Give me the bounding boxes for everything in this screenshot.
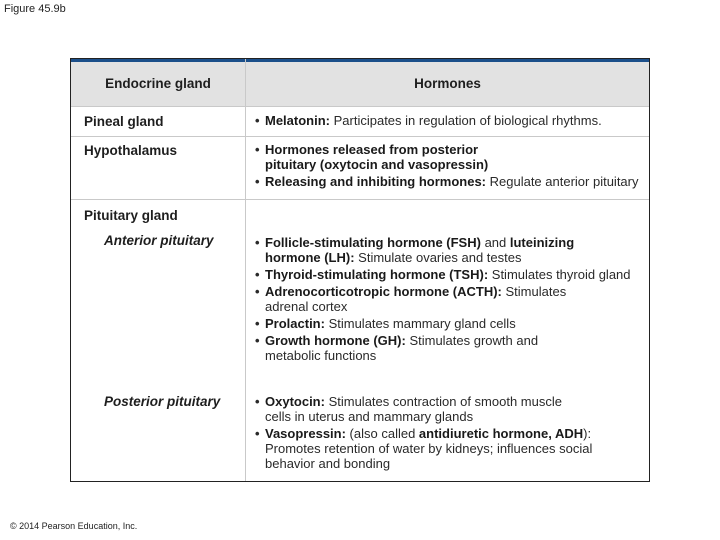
endocrine-table xyxy=(70,58,650,482)
row-divider xyxy=(71,199,649,200)
list-item: • Follicle-stimulating hormone (FSH) and luteinizing hormone (LH): Stimulate ovaries and testes xyxy=(255,235,647,265)
table-header-row xyxy=(71,62,649,106)
hormone-list-posterior-pituitary xyxy=(255,394,647,473)
header-endocrine-gland: Endocrine gland xyxy=(105,76,211,91)
list-item: • Hormones released from posterior pituitary (oxytocin and vasopressin) xyxy=(255,142,647,172)
list-item: • Growth hormone (GH): Stimulates growth and metabolic functions xyxy=(255,333,647,363)
list-item: • Melatonin: Participates in regulation of biological rhythms. xyxy=(255,113,647,128)
posterior-pituitary-label: Posterior pituitary xyxy=(104,394,221,409)
list-item: • Oxytocin: Stimulates contraction of smooth muscle cells in uterus and mammary glands xyxy=(255,394,647,424)
list-item: • Thyroid-stimulating hormone (TSH): Stimulates thyroid gland xyxy=(255,267,647,282)
hormone-list-hypothalamus xyxy=(255,142,647,193)
gland-pituitary: Pituitary gland xyxy=(84,208,178,223)
row-divider xyxy=(71,106,649,107)
anterior-pituitary-label: Anterior pituitary xyxy=(104,233,214,248)
hormone-list-anterior-pituitary xyxy=(255,235,647,365)
header-hormones: Hormones xyxy=(414,76,481,91)
column-divider xyxy=(245,59,246,481)
gland-hypothalamus: Hypothalamus xyxy=(84,143,178,158)
gland-pineal: Pineal gland xyxy=(84,114,164,129)
hormone-list-pineal xyxy=(255,113,647,132)
list-item: • Vasopressin: (also called antidiuretic hormone, ADH): Promotes retention of water by kidneys; influences social behavior and bonding xyxy=(255,426,647,471)
copyright-notice: © 2014 Pearson Education, Inc. xyxy=(10,521,138,531)
figure-label: Figure 45.9b xyxy=(4,3,66,15)
list-item: • Releasing and inhibiting hormones: Regulate anterior pituitary xyxy=(255,174,647,189)
row-divider xyxy=(71,136,649,137)
list-item: • Prolactin: Stimulates mammary gland cells xyxy=(255,316,647,331)
list-item: • Adrenocorticotropic hormone (ACTH): Stimulates adrenal cortex xyxy=(255,284,647,314)
